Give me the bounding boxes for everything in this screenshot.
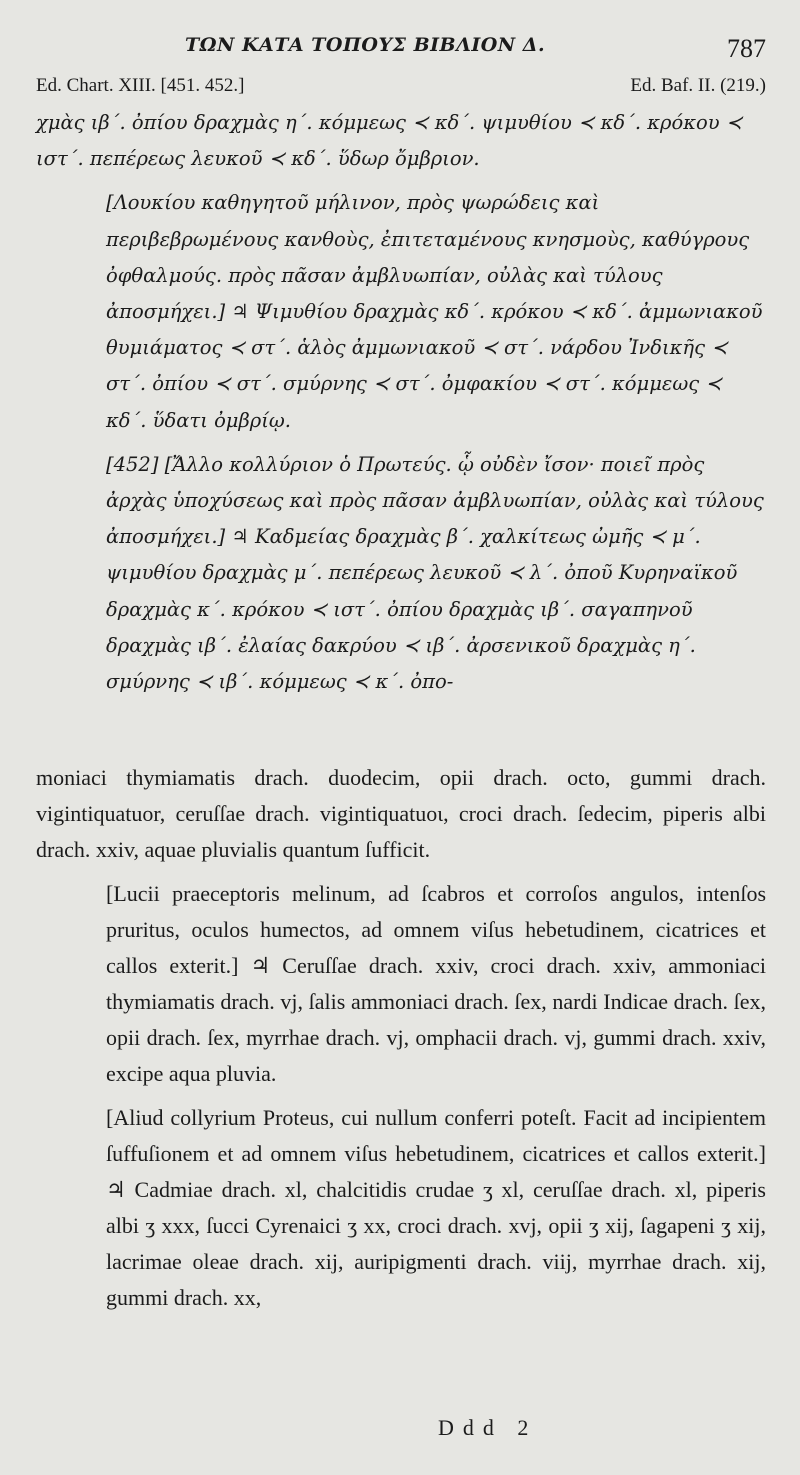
greek-paragraph-1: χμὰς ιβ΄. ὀπίου δραχμὰς η΄. κόμμεως ≺ κδ΄. ψιμυθίου ≺ κδ΄. κρόκου ≺ ιστ΄. πεπέρεως λευκοῦ ≺ κδ΄. ὕδωρ ὄμβριον.: [36, 111, 743, 171]
latin-text-block: [36, 760, 766, 1316]
page-number: 787: [727, 34, 766, 63]
edition-references: [36, 75, 766, 103]
running-title: ΤΩΝ ΚΑΤΑ ΤΟΠΟΥΣ ΒΙΒΛΙΟΝ Δ.: [185, 34, 546, 56]
latin-paragraph-3: [Aliud collyrium Proteus, cui nullum conferri poteſt. Facit ad incipientem ſuffuſionem et ad omnem viſus hebetudinem, cicatrices et callos exterit.] ♃ Cadmiae drach. xl, chalcitidis crudae ʒ xl, ceruſſae drach. xl, piperis albi ʒ xxx, ſucci Cyrenaici ʒ xx, croci drach. xvj, opii ʒ xij, ſagapeni ʒ xij, lacrimae oleae drach. xij, auripigmenti drach. viij, myrrhae drach. xij, gummi drach. xx,: [106, 1105, 766, 1310]
greek-paragraph-2: [Λουκίου καθηγητοῦ μήλινον, πρὸς ψωρώδεις καὶ περιβεβρωμένους κανθοὺς, ἐπιτεταμένους κνησμοὺς, καθύγρους ὀφθαλμούς. πρὸς πᾶσαν ἀμβλυωπίαν, οὐλὰς καὶ τύλους ἀποσμήχει.] ♃ Ψιμυθίου δραχμὰς κδ΄. κρόκου ≺ κδ΄. ἀμμωνιακοῦ θυμιάματος ≺ στ΄. ἁλὸς ἀμμωνιακοῦ ≺ στ΄. νάρδου Ἰνδικῆς ≺ στ΄. ὀπίου ≺ στ΄. σμύρνης ≺ στ΄. ὀμφακίου ≺ στ΄. κόμμεως ≺ κδ΄. ὕδατι ὀμβρίῳ.: [106, 191, 763, 432]
greek-paragraph-3: [452] [Ἄλλο κολλύριον ὁ Πρωτεύς. ᾧ οὐδὲν ἴσον· ποιεῖ πρὸς ἀρχὰς ὑποχύσεως καὶ πρὸς πᾶσαν ἀμβλυωπίαν, οὐλὰς καὶ τύλους ἀποσμήχει.] ♃ Καδμείας δραχμὰς β΄. χαλκίτεως ὠμῆς ≺ μ΄. ψιμυθίου δραχμὰς μ΄. πεπέρεως λευκοῦ ≺ λ΄. ὀποῦ Κυρηναϊκοῦ δραχμὰς κ΄. κρόκου ≺ ιστ΄. ὀπίου δραχμὰς ιβ΄. σαγαπηνοῦ δραχμὰς ιβ΄. ἐλαίας δακρύου ≺ ιβ΄. ἀρσενικοῦ δραχμὰς η΄. σμύρνης ≺ ιβ΄. κόμμεως ≺ κ΄. ὀπο-: [106, 452, 764, 694]
latin-paragraph-1: moniaci thymiamatis drach. duodecim, opii drach. octo, gummi drach. vigintiquatuor, ceruſſae drach. vigintiquatuoι, croci drach. ſedecim, piperis albi drach. xxiv, aquae pluvialis quantum ſufficit.: [36, 765, 766, 862]
latin-paragraph-2: [Lucii praeceptoris melinum, ad ſcabros et corroſos angulos, intenſos pruritus, oculos humectos, ad omnem viſus hebetudinem, cicatrices et callos exterit.] ♃ Ceruſſae drach. xxiv, croci drach. xxiv, ammoniaci thymiamatis drach. vj, ſalis ammoniaci drach. ſex, nardi Indicae drach. ſex, opii drach. ſex, myrrhae drach. vj, omphacii drach. vj, gummi drach. xxiv, excipe aqua pluvia.: [106, 881, 766, 1086]
running-head: [0, 28, 800, 68]
greek-text-block: [36, 105, 768, 700]
chartier-edition-ref: Ed. Chart. XIII. [451. 452.]: [36, 75, 245, 96]
basel-edition-ref: Ed. Baf. II. (219.): [630, 75, 766, 96]
signature-mark: Ddd 2: [438, 1415, 538, 1440]
